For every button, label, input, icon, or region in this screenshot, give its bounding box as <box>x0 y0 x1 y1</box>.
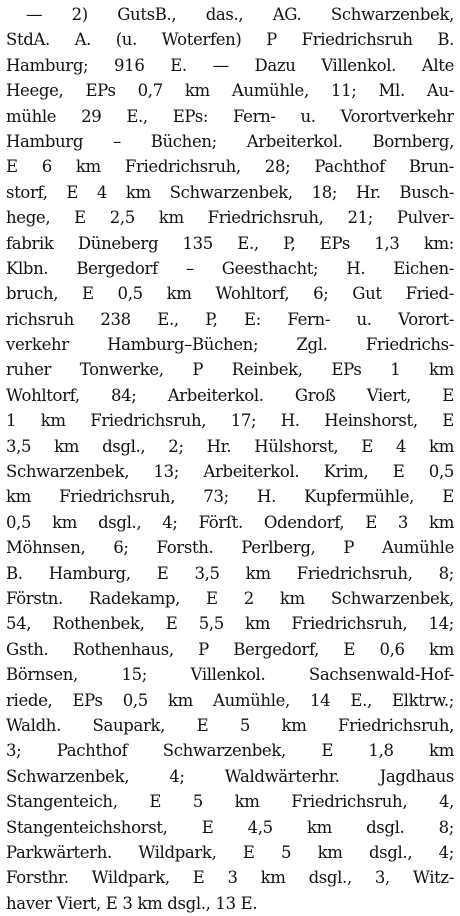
text-line-3: Hamburg; 916 E. — Dazu Villenkol. Alte <box>6 55 454 75</box>
text-line-21: 0,5 km dsgl., 4; Förſt. Odendorf, E 3 km <box>6 512 454 532</box>
text-line-2: StdA. A. (u. Woterfen) P Friedrichsruh B. <box>6 30 454 50</box>
text-line-26: Gsth. Rothenhaus, P Bergedorf, E 0,6 km <box>6 639 454 659</box>
text-line-28: riede, EPs 0,5 km Aumühle, 14 E., Elktrw.; <box>6 690 454 710</box>
text-line-1: — 2) GutsB., das., AG. Schwarzenbek, <box>26 5 454 24</box>
text-line-12: bruch, E 0,5 km Wohltorf, 6; Gut Fried- <box>6 284 454 304</box>
text-line-36: haver Viert, E 3 km dsgl., 13 E. <box>6 893 258 913</box>
text-line-18: 3,5 km dsgl., 2; Hr. Hülshorst, E 4 km <box>6 436 454 456</box>
text-line-7: E 6 km Friedrichsruh, 28; Pachthof Brun- <box>6 157 454 177</box>
text-line-13: richsruh 238 E., P, E: Fern- u. Vorort- <box>6 309 454 329</box>
text-line-29: Waldh. Saupark, E 5 km Friedrichsruh, <box>6 715 454 735</box>
text-line-20: km Friedrichsruh, 73; H. Kupfermühle, E <box>6 487 454 507</box>
text-line-11: Klbn. Bergedorf – Geesthacht; H. Eichen- <box>6 258 454 278</box>
text-line-5: mühle 29 E., EPs: Fern- u. Vorortverkehr <box>6 106 454 126</box>
text-line-4: Heege, EPs 0,7 km Aumühle, 11; Ml. Au- <box>6 81 454 101</box>
text-line-8: storf, E 4 km Schwarzenbek, 18; Hr. Busch- <box>6 182 454 202</box>
text-line-16: Wohltorf, 84; Arbeiterkol. Groß Viert, E <box>6 385 454 405</box>
text-line-6: Hamburg – Büchen; Arbeiterkol. Bornberg, <box>6 131 454 151</box>
text-line-27: Börnsen, 15; Villenkol. Sachsenwald-Hof- <box>6 665 454 685</box>
text-line-30: 3; Pachthof Schwarzenbek, E 1,8 km <box>6 741 454 761</box>
text-line-22: Möhnsen, 6; Forsth. Perlberg, P Aumühle <box>6 538 454 558</box>
text-line-10: fabrik Düneberg 135 E., P, EPs 1,3 km: <box>6 233 454 253</box>
text-line-14: verkehr Hamburg–Büchen; Zgl. Friedrichs- <box>6 335 454 355</box>
text-line-33: Stangenteichshorst, E 4,5 km dsgl. 8; <box>6 817 454 837</box>
text-line-15: ruher Tonwerke, P Reinbek, EPs 1 km <box>6 360 454 380</box>
text-line-31: Schwarzenbek, 4; Waldwärterhr. Jagdhaus <box>6 766 454 786</box>
text-line-19: Schwarzenbek, 13; Arbeiterkol. Krim, E 0,5 <box>6 462 454 482</box>
text-line-17: 1 km Friedrichsruh, 17; H. Heinshorst, E <box>6 411 454 431</box>
text-line-32: Stangenteich, E 5 km Friedrichsruh, 4, <box>6 792 454 812</box>
text-line-35: Forsthr. Wildpark, E 3 km dsgl., 3, Witz- <box>6 868 454 888</box>
text-line-23: B. Hamburg, E 3,5 km Friedrichsruh, 8; <box>6 563 454 583</box>
text-line-25: 54, Rothenbek, E 5,5 km Friedrichsruh, 14; <box>6 614 454 634</box>
text-line-9: hege, E 2,5 km Friedrichsruh, 21; Pulver- <box>6 208 454 228</box>
text-line-24: Förstn. Radekamp, E 2 km Schwarzenbek, <box>6 588 454 608</box>
text-line-34: Parkwärterh. Wildpark, E 5 km dsgl., 4; <box>6 842 454 862</box>
